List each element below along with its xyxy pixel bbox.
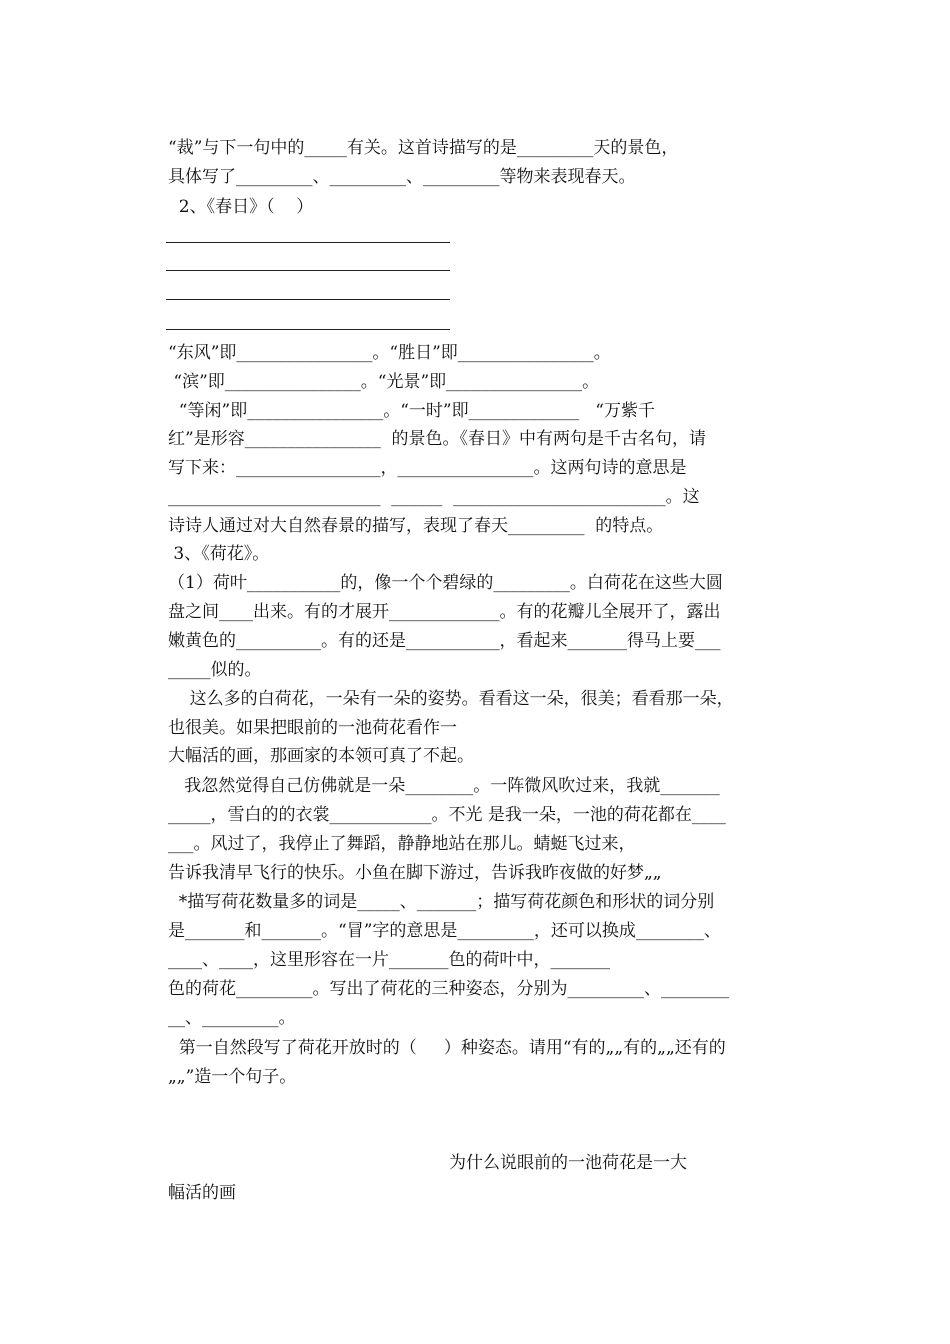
text-line: „„”造一个句子。 [168,1067,297,1087]
text-line: *描写荷花数量多的词是_____、_______；描写荷花颜色和形状的词分别 [168,892,715,912]
question-line: 为什么说眼前的一池荷花是一大 [168,1153,687,1173]
text-line: 诗诗人通过对大自然春景的描写，表现了春天_________ 的特点。 [168,516,664,536]
text-line: “裁”与下一句中的_____有关。这首诗描写的是_________天的景色， [168,138,679,158]
text-line: 告诉我清早飞行的快乐。小鱼在脚下游过，告诉我昨夜做的好梦„„ [168,863,662,883]
answer-blank-line [166,242,450,243]
text-line: 具体写了_________、_________、_________等物来表现春天。 [168,167,636,187]
question-line: 幅活的画 [168,1183,236,1203]
answer-blank-line [166,270,450,271]
text-line: “东风”即________________。“胜日”即________________。 [168,343,611,363]
text-line: _____，雪白的的衣裳____________。不光 是我一朵，一池的荷花都在____ [168,805,726,825]
text-line: “等闲”即________________。“一时”即_____________ “万紫千 [168,401,655,421]
answer-blank-line [166,329,450,330]
text-line: _________________________ ______ _________________________。这 [168,487,700,507]
text-line: 盘之间____出来。有的才展开_____________。有的花瓣儿全展开了，露出 [168,602,721,622]
text-line: __、_________。 [168,1008,296,1028]
text-line: 这么多的白荷花，一朵有一朵的姿势。看看这一朵，很美；看看那一朵， [168,689,734,709]
text-line: ____、____，这里形容在一片_______色的荷叶中，_______ [168,950,610,970]
text-line: 第一自然段写了荷花开放时的（ ）种姿态。请用“有的„„有的„„还有的 [168,1038,726,1058]
text-line: 红”是形容________________ 的景色。《春日》中有两句是千古名句，请 [168,429,706,449]
text-line: 也很美。如果把眼前的一池荷花看作一 [168,718,457,738]
answer-blank-line [166,299,450,300]
text-line: _____似的。 [168,660,262,680]
text-line: （1）荷叶___________的，像一个个碧绿的_________。白荷花在这些大圆 [168,573,723,593]
text-line: 写下来：_________________，________________。这两句诗的意思是 [168,458,687,478]
text-line: “滨”即________________。“光景”即________________。 [168,372,600,392]
text-line: 色的荷花_________。写出了荷花的三种姿态，分别为_________、________ [168,979,729,999]
text-line: 2、《春日》（ ） [168,197,314,217]
text-line: 是_______和_______。“冒”字的意思是_________，还可以换成________、 [168,921,721,941]
text-line: 我忽然觉得自己仿佛就是一朵________。一阵微风吹过来，我就_______ [168,776,720,796]
text-line: 嫩黄色的__________。有的还是___________，看起来_______得马上要___ [168,631,721,651]
section-heading: 3、《荷花》。 [168,544,270,564]
text-line: 大幅活的画，那画家的本领可真了不起。 [168,746,474,766]
text-line: ___。风过了，我停止了舞蹈，静静地站在那儿。蜻蜓飞过来， [168,834,636,854]
